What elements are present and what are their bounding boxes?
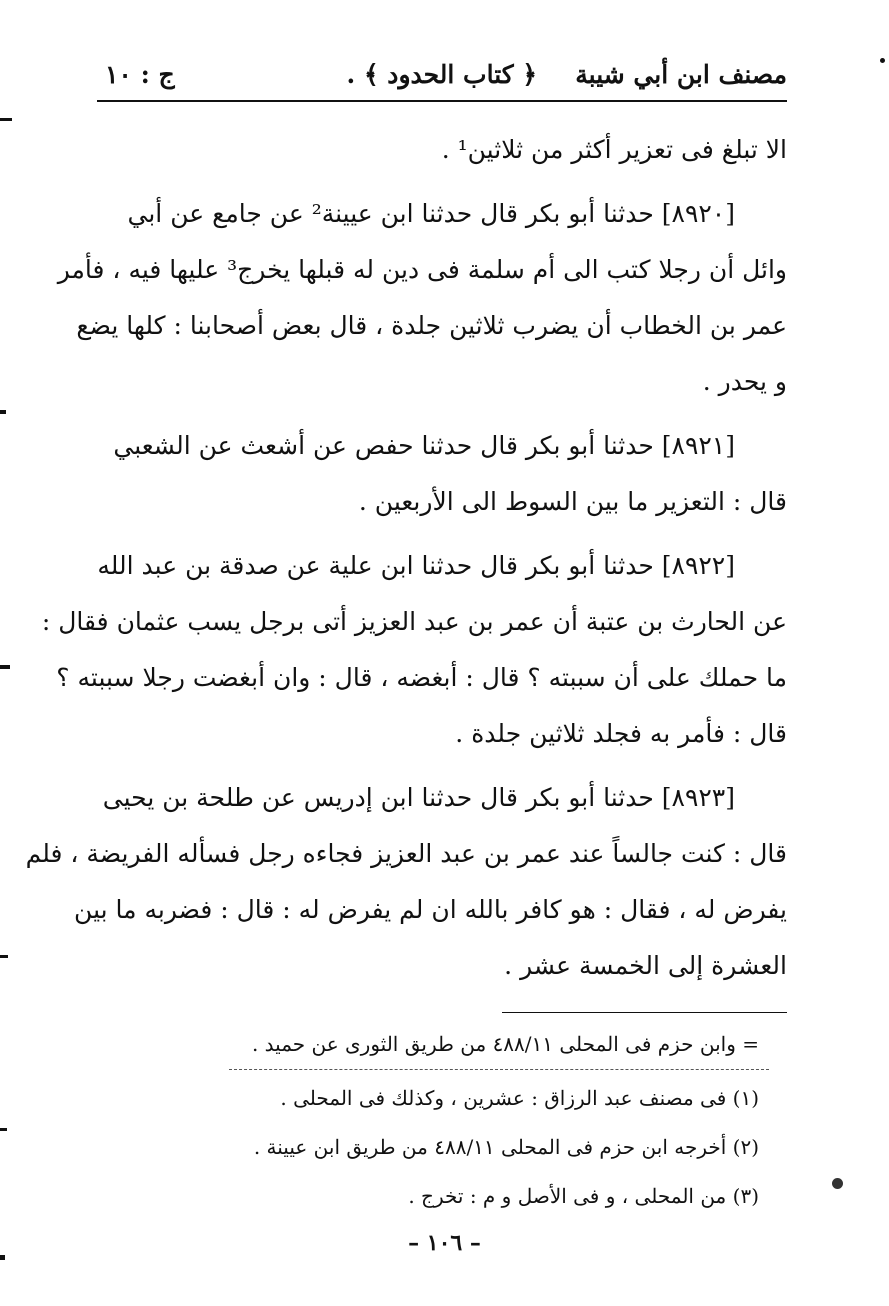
text-line: الا تبلغ فى تعزير أكثر من ثلاثين¹ . <box>441 135 787 164</box>
main-text <box>25 122 787 994</box>
text-line: ما حملك على أن سببته ؟ قال : أبغضه ، قال : وان أبغضت رجلا سببته ؟ <box>56 663 787 692</box>
footnote-divider <box>229 1069 769 1070</box>
text-line: عمر بن الخطاب أن يضرب ثلاثين جلدة ، قال بعض أصحابنا : كلها يضع <box>76 311 787 340</box>
footnote-2: (٢) أخرجه ابن حزم فى المحلى ٤٨٨/١١ من طريق ابن عيينة . <box>253 1135 759 1159</box>
text-line: قال : التعزير ما بين السوط الى الأربعين . <box>358 487 787 516</box>
text-line: عن الحارث بن عتبة أن عمر بن عبد العزيز أتى برجل يسب عثمان فقال : <box>41 607 787 636</box>
text-line: قال : فأمر به فجلد ثلاثين جلدة . <box>455 719 787 748</box>
hadith-8920-line: [٨٩٢٠] حدثنا أبو بكر قال حدثنا ابن عيينة² عن جامع عن أبي <box>127 199 735 228</box>
footnote-continuation: = وابن حزم فى المحلى ٤٨٨/١١ من طريق الثورى عن حميد . <box>251 1032 759 1056</box>
footnotes <box>104 1012 787 1221</box>
scan-mark <box>0 1255 5 1260</box>
scan-mark <box>0 1128 7 1131</box>
text-line: قال : كنت جالساً عند عمر بن عبد العزيز فجاءه رجل فسأله الفريضة ، فلم <box>25 839 787 868</box>
text-line: و يحدر . <box>702 367 787 396</box>
volume-number: ج : ١٠ <box>105 60 175 89</box>
text-line: العشرة إلى الخمسة عشر . <box>504 951 787 980</box>
scan-mark <box>880 58 885 63</box>
book-title: مصنف ابن أبي شيبة <box>575 60 787 89</box>
footnote-3: (٣) من المحلى ، و فى الأصل و م : تخرج . <box>408 1184 759 1208</box>
page-number: – ١٠٦ – <box>408 1230 481 1256</box>
footnote-separator <box>502 1012 787 1013</box>
scan-mark <box>0 118 12 121</box>
text-line: وائل أن رجلا كتب الى أم سلمة فى دين له قبلها يخرج³ عليها فيه ، فأمر <box>57 255 787 284</box>
page-header <box>97 56 787 102</box>
scan-mark <box>0 410 6 414</box>
footnote-1: (١) فى مصنف عبد الرزاق : عشرين ، وكذلك فى المحلى . <box>280 1086 759 1110</box>
hadith-8922-line: [٨٩٢٢] حدثنا أبو بكر قال حدثنا ابن علية عن صدقة بن عبد الله <box>97 551 735 580</box>
scan-mark <box>0 955 8 958</box>
hadith-8921-line: [٨٩٢١] حدثنا أبو بكر قال حدثنا حفص عن أشعث عن الشعبي <box>113 431 735 460</box>
scan-mark <box>0 665 10 669</box>
text-line: يفرض له ، فقال : هو كافر بالله ان لم يفرض له : قال : فضربه ما بين <box>74 895 787 924</box>
scan-mark <box>832 1178 843 1189</box>
chapter-title: ﴿ كتاب الحدود ﴾ . <box>346 60 537 89</box>
hadith-8923-line: [٨٩٢٣] حدثنا أبو بكر قال حدثنا ابن إدريس عن طلحة بن يحيى <box>102 783 735 812</box>
